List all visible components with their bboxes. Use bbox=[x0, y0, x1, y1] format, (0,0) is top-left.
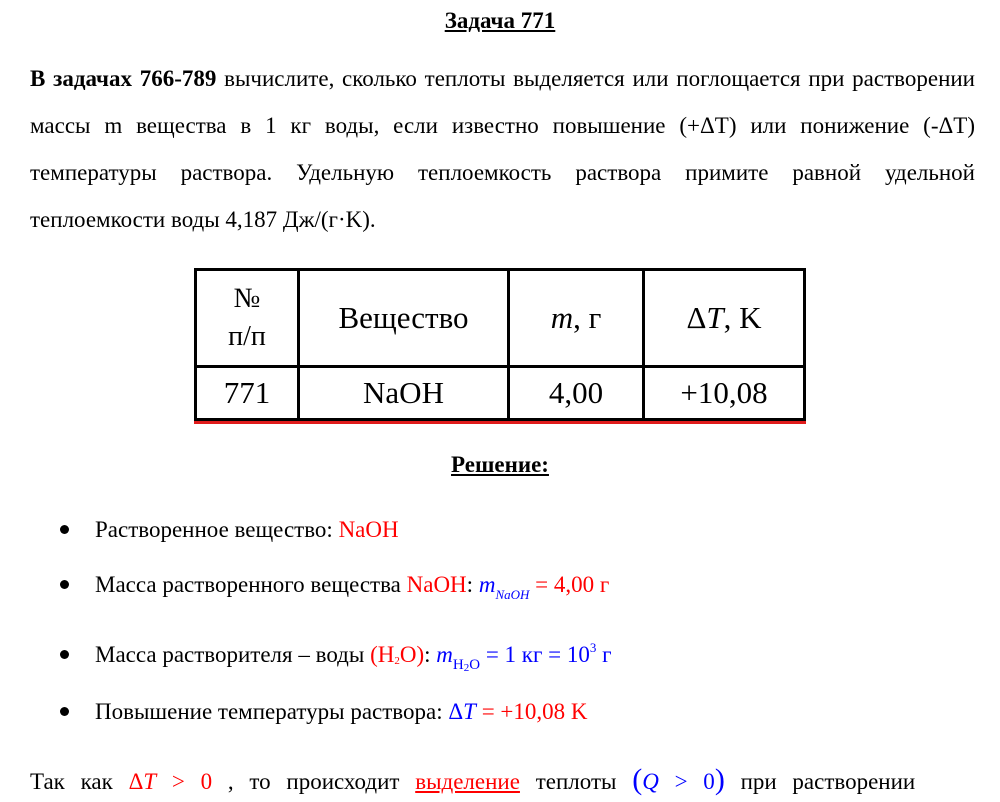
problem-statement bbox=[30, 55, 975, 243]
header-mass: m, г bbox=[509, 270, 644, 367]
cell-delta-t: +10,08 bbox=[644, 367, 805, 420]
cell-mass: 4,00 bbox=[509, 367, 644, 420]
bullet-icon bbox=[60, 707, 69, 716]
conclusion-line: Так как ΔT > 0 , то происходит выделение теплоты (Q > 0) при растворении bbox=[30, 763, 916, 796]
cell-substance: NaOH bbox=[299, 367, 509, 420]
problem-range: В задачах 766-789 bbox=[30, 66, 217, 91]
header-number: № п/п bbox=[196, 270, 299, 367]
cell-number: 771 bbox=[196, 367, 299, 420]
list-item: Масса растворенного вещества NaOH: $m_{NaOH} = 4,00$ г bbox=[60, 565, 609, 605]
data-table bbox=[194, 268, 806, 421]
bullet-icon bbox=[60, 525, 69, 534]
list-item: Растворенное вещество: NaOH bbox=[60, 510, 399, 550]
bullet-icon bbox=[60, 580, 69, 589]
table-header-row bbox=[196, 270, 805, 367]
red-underline bbox=[194, 421, 806, 424]
list-item: Масса растворителя – воды (H2O): $m_{H2O} = 1$ кг = $10^3$ г bbox=[60, 628, 612, 668]
bullet-icon bbox=[60, 650, 69, 659]
list-item: Повышение температуры раствора: ΔT = +10,08 K bbox=[60, 692, 588, 732]
page-title: Задача 771 bbox=[444, 8, 556, 33]
problem-text: вычислите, сколько теплоты выделяется или поглощается при растворении массы m вещества в 1 кг воды, если известно повышение (+ΔT) или понижение (-ΔT) температуры раствора. Удельную теплоемкость раствора примите равной удельной теплоемкости воды 4,187 Дж/(г·K). bbox=[30, 66, 975, 232]
header-substance: Вещество bbox=[299, 270, 509, 367]
solution-title: Решение: bbox=[451, 452, 549, 477]
table-row bbox=[196, 367, 805, 420]
data-table-wrapper bbox=[194, 268, 806, 421]
header-delta-t: ΔT, K bbox=[644, 270, 805, 367]
